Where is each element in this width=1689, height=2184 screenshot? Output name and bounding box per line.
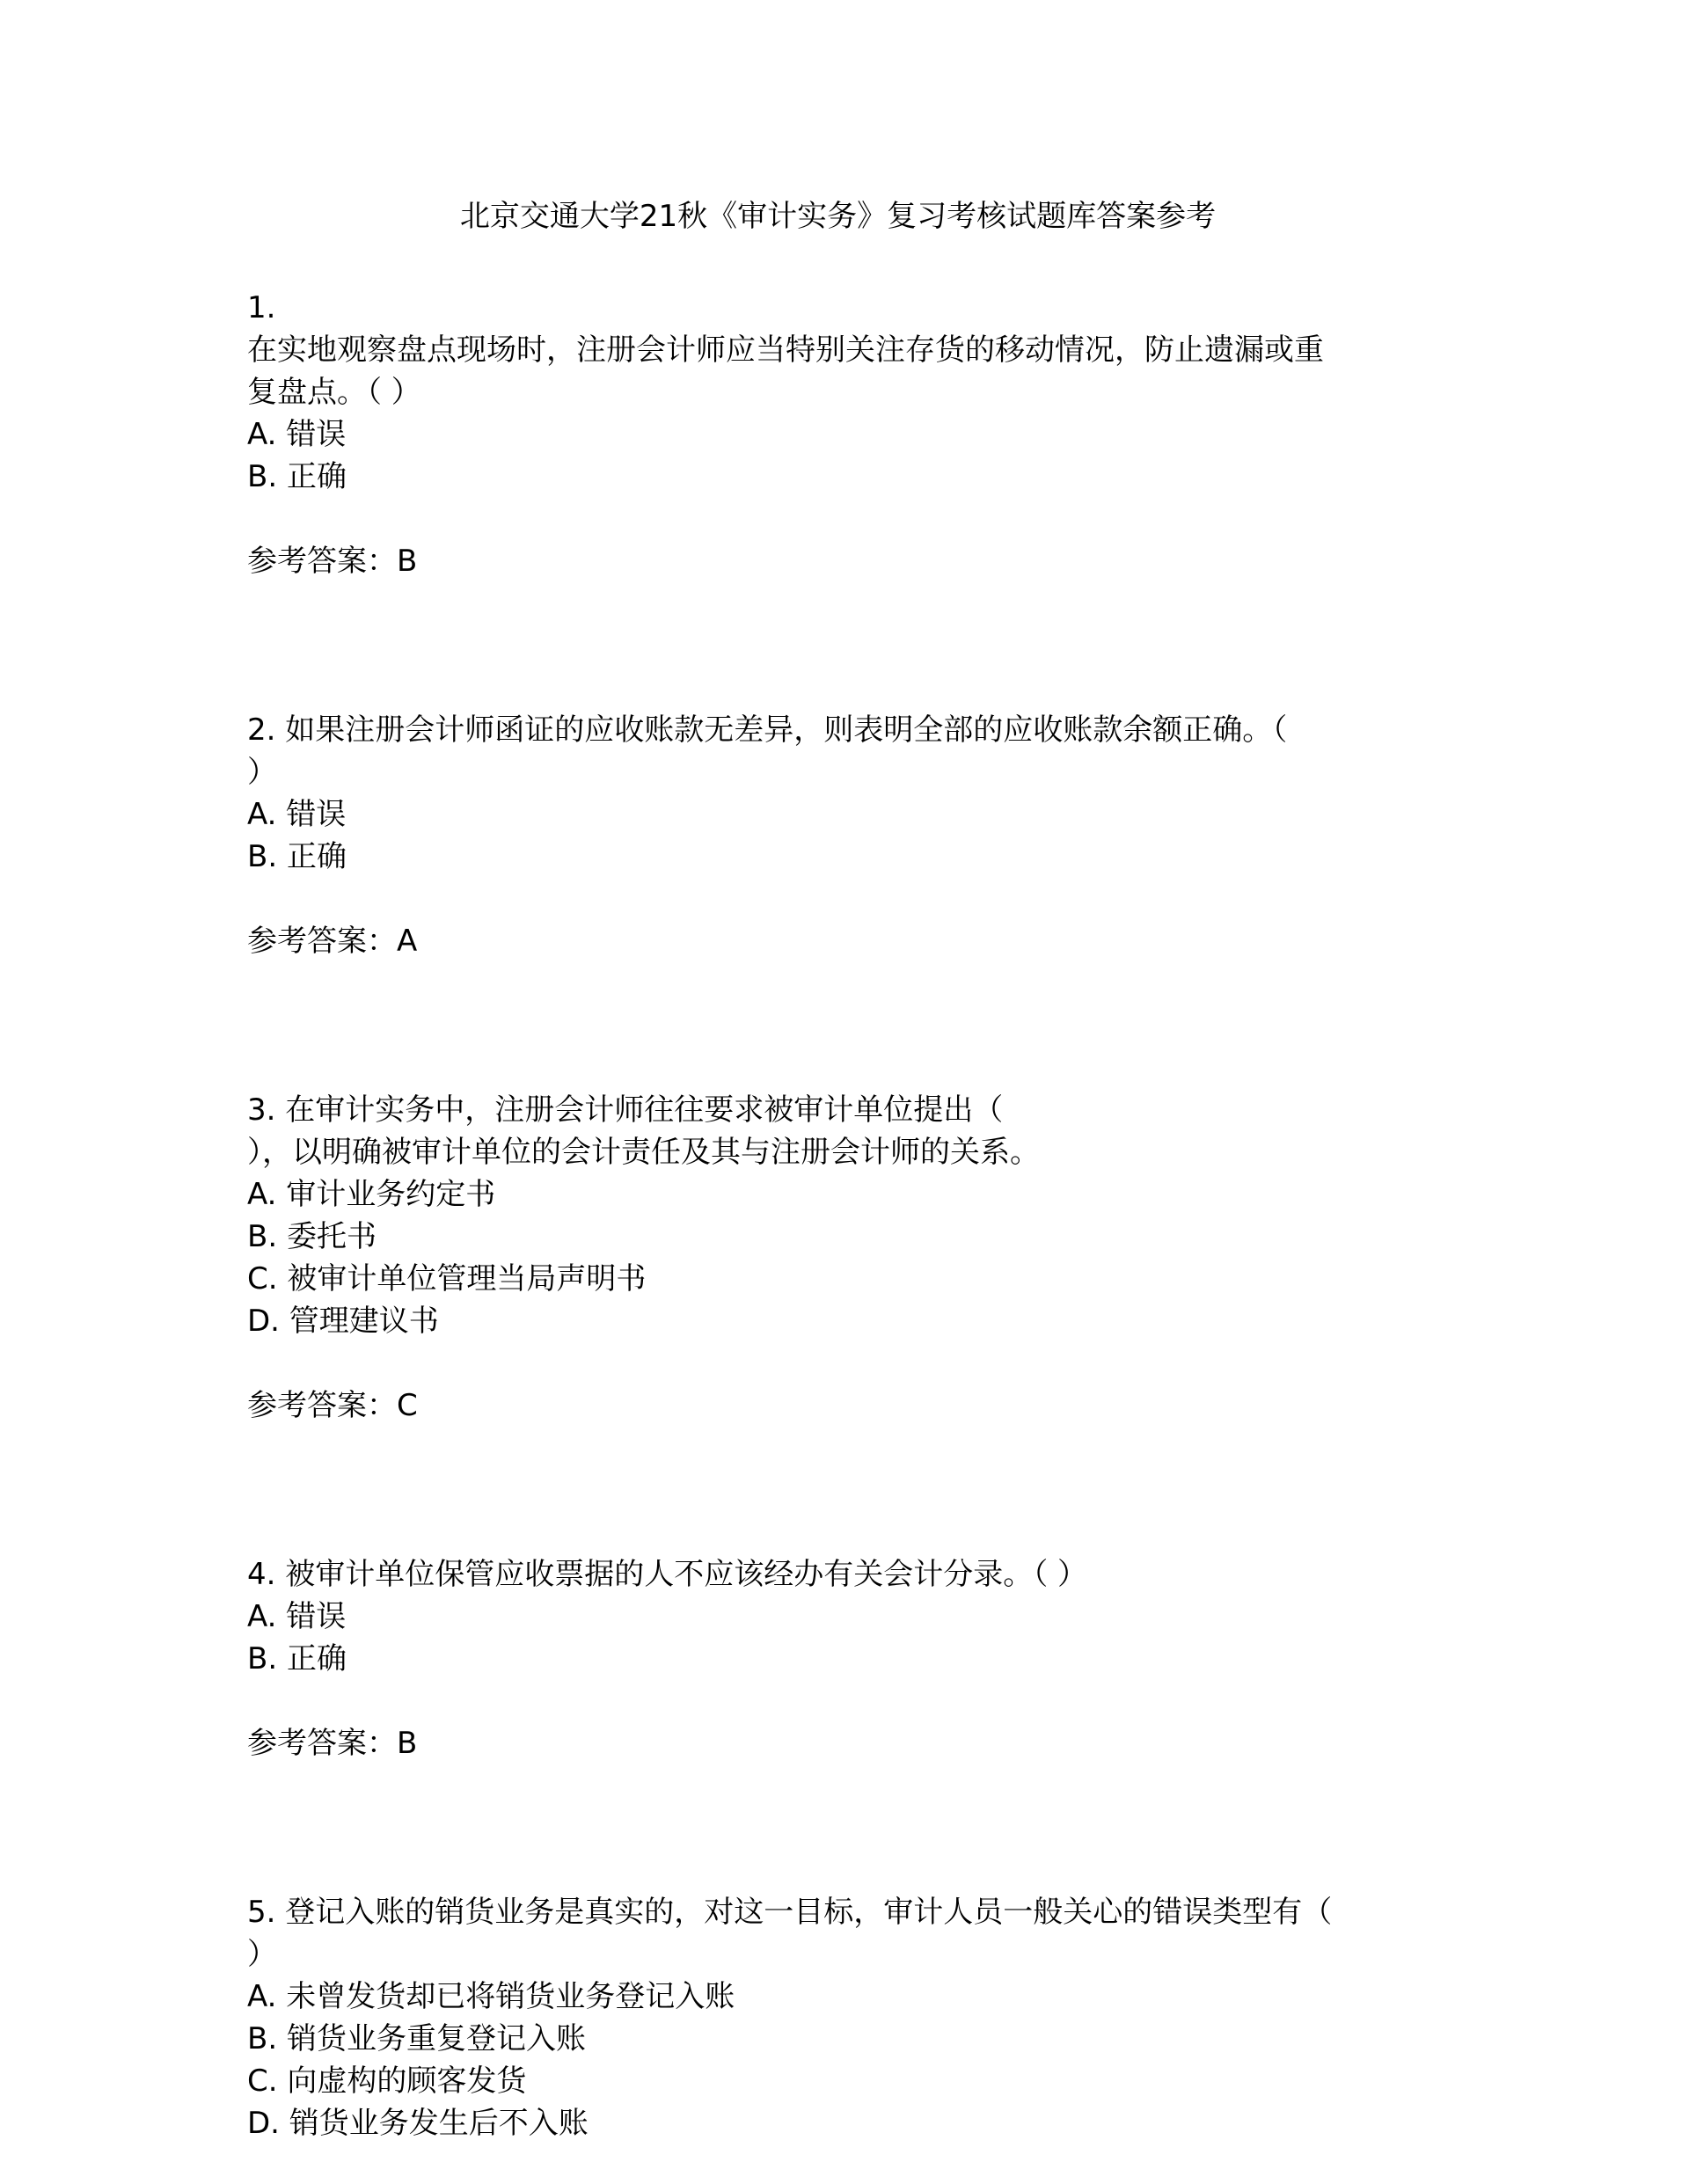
option-a: A. 错误 [247, 1599, 347, 1634]
question-3 [247, 1089, 1470, 1553]
question-text-line: ） [247, 1937, 277, 1972]
option-a: A. 错误 [247, 417, 347, 452]
option-a: A. 审计业务约定书 [247, 1177, 496, 1212]
option-d: D. 销货业务发生后不入账 [247, 2106, 589, 2141]
option-b: B. 正确 [247, 839, 347, 874]
question-text-line: 在实地观察盘点现场时，注册会计师应当特别关注存货的移动情况，防止遗漏或重 [247, 332, 1324, 368]
reference-answer: 参考答案：A [247, 924, 418, 959]
option-c: C. 向虚构的顾客发货 [247, 2063, 527, 2099]
question-1 [247, 287, 1470, 709]
question-text-line: 2. 如果注册会计师函证的应收账款无差异，则表明全部的应收账款余额正确。（ [247, 712, 1288, 748]
question-text-line: ），以明确被审计单位的会计责任及其与注册会计师的关系。 [247, 1135, 1040, 1170]
question-4 [247, 1553, 1470, 1891]
option-b: B. 正确 [247, 1641, 347, 1676]
question-text-line: 5. 登记入账的销货业务是真实的，对这一目标，审计人员一般关心的错误类型有（ [247, 1895, 1333, 1930]
document-title: 北京交通大学21秋《审计实务》复习考核试题库答案参考 [459, 199, 1217, 234]
option-d: D. 管理建议书 [247, 1304, 439, 1339]
option-a: A. 错误 [247, 797, 347, 832]
question-text-line: 4. 被审计单位保管应收票据的人不应该经办有关会计分录。（ ） [247, 1557, 1088, 1592]
reference-answer: 参考答案：C [247, 1388, 418, 1423]
question-list [247, 287, 1470, 2144]
question-2 [247, 709, 1470, 1089]
question-text-line: ） [247, 755, 277, 790]
option-b: B. 委托书 [247, 1219, 377, 1254]
option-b: B. 销货业务重复登记入账 [247, 2021, 586, 2056]
question-text-line: 1. [247, 290, 276, 325]
reference-answer: 参考答案：B [247, 544, 418, 579]
reference-answer: 参考答案：B [247, 1726, 418, 1761]
question-text-line: 复盘点。（ ） [247, 375, 421, 410]
question-text-line: 3. 在审计实务中，注册会计师往往要求被审计单位提出（ [247, 1092, 1004, 1128]
option-b: B. 正确 [247, 459, 347, 494]
option-c: C. 被审计单位管理当局声明书 [247, 1261, 647, 1297]
question-5 [247, 1891, 1470, 2144]
option-a: A. 未曾发货却已将销货业务登记入账 [247, 1979, 735, 2014]
